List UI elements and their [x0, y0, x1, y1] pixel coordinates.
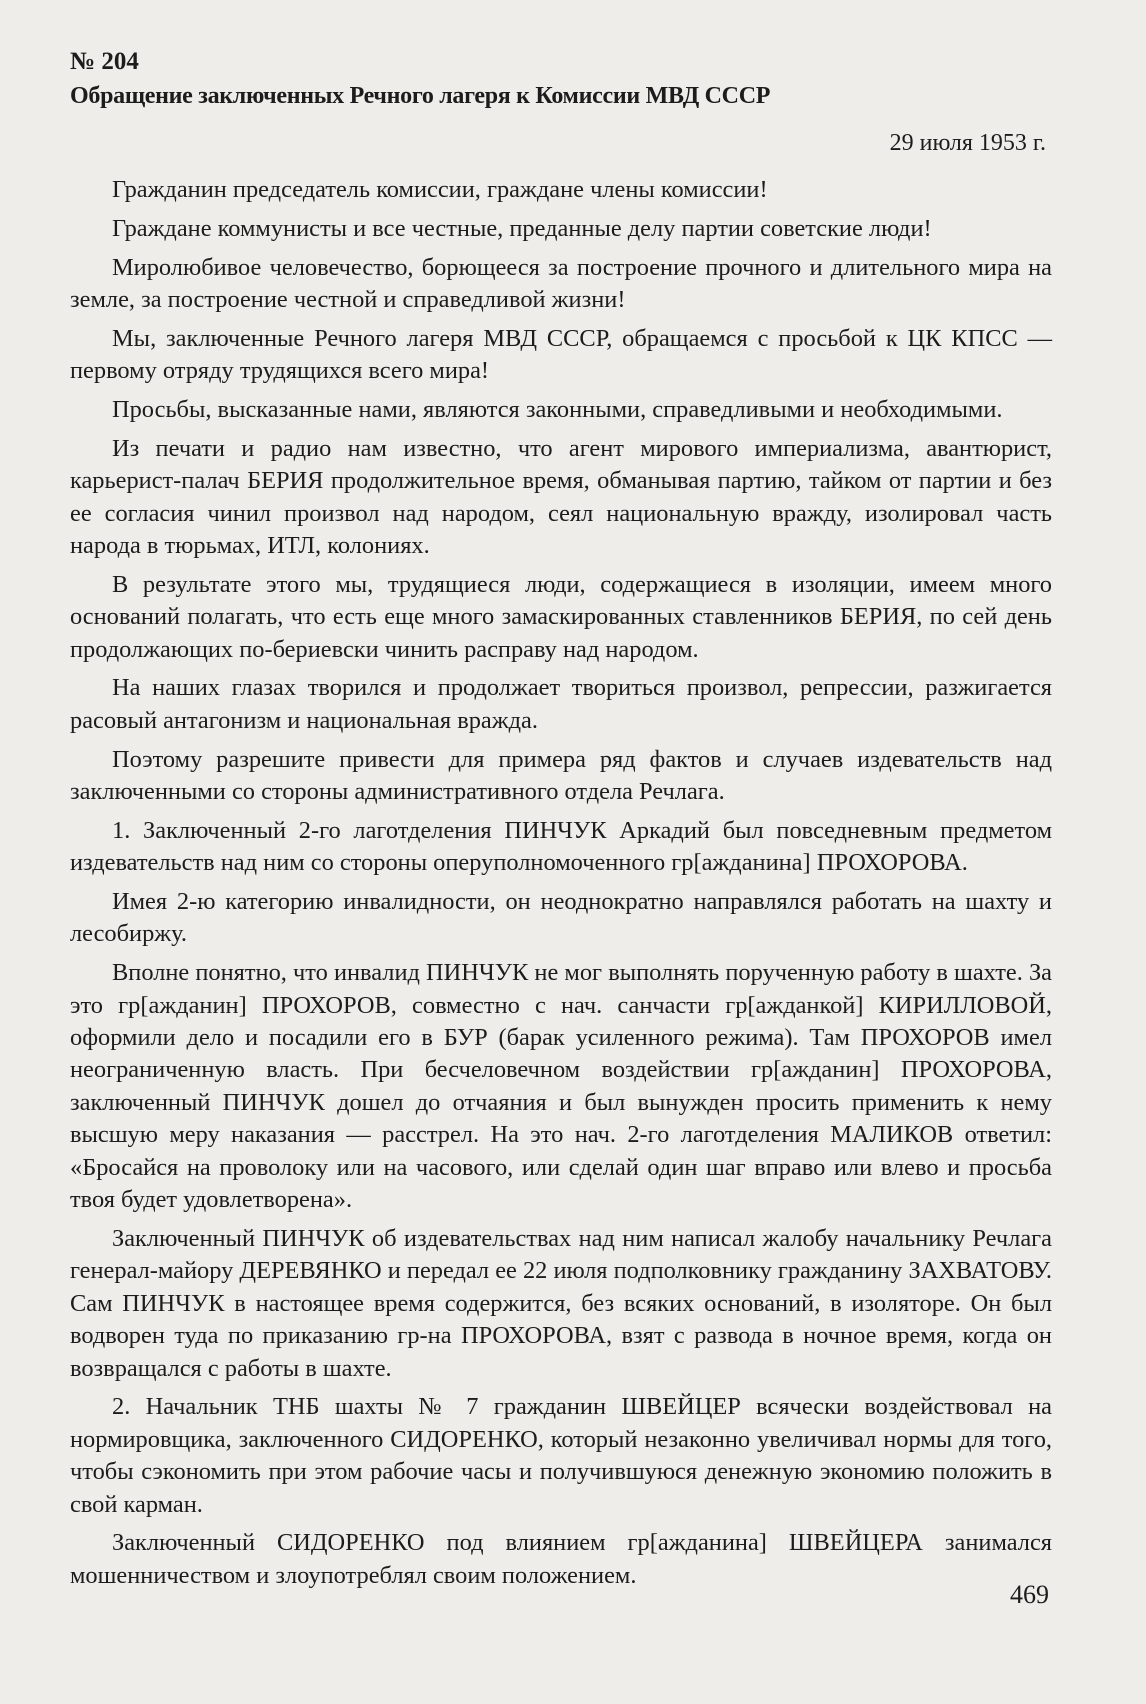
paragraph: Поэтому разрешите привести для примера ряд фактов и случаев издевательств над заключенными со стороны административного отдела Речлага.	[70, 745, 1052, 806]
page-number: 469	[1010, 1580, 1049, 1609]
paragraph: Гражданин председатель комиссии, граждане члены комиссии!	[112, 176, 768, 203]
paragraph: Имея 2-ю категорию инвалидности, он неоднократно направлялся работать на шахту и лесобиржу.	[70, 888, 1052, 948]
paragraph: Миролюбивое человечество, борющееся за построение прочного и длительного мира на земле, за построение честной и справедливой жизни!	[70, 253, 1052, 313]
paragraph: Мы, заключенные Речного лагеря МВД СССР, обращаемся с просьбой к ЦК КПСС — первому отряду трудящихся всего мира!	[70, 324, 1052, 385]
paragraph: Заключенный ПИНЧУК об издевательствах над ним написал жалобу начальнику Речлага генерал-майору ДЕРЕВЯНКО и передал ее 22 июля подполковнику гражданину ЗАХВАТОВУ. Сам ПИНЧУК в настоящее время содержится, без всяких оснований, в изоляторе. Он был водворен туда по приказанию гр-на ПРОХОРОВА, взят с развода в ночное время, когда он возвращался с работы в шахте.	[70, 1224, 1052, 1382]
paragraph: 1. Заключенный 2-го лаготделения ПИНЧУК Аркадий был повседневным предметом издевательств над ним со стороны оперуполномоченного гр[ажданина] ПРОХОРОВА.	[70, 816, 1052, 877]
paragraph: Из печати и радио нам известно, что агент мирового империализма, авантюрист, карьерист-палач БЕРИЯ продолжительное время, обманывая партию, тайком от партии и без ее согласия чинил произвол над народом, сеял национальную вражду, изолировал часть народа в тюрьмах, ИТЛ, колониях.	[70, 434, 1052, 560]
paragraph: На наших глазах творился и продолжает твориться произвол, репрессии, разжигается расовый антагонизм и национальная вражда.	[70, 674, 1052, 734]
paragraph: Вполне понятно, что инвалид ПИНЧУК не мог выполнять порученную работу в шахте. За это гр[ажданин] ПРОХОРОВ, совместно с нач. санчасти гр[ажданкой] КИРИЛЛОВОЙ, оформили дело и посадили его в БУР (барак усиленного режима). Там ПРОХОРОВ имел неограниченную власть. При бесчеловечном воздействии гр[ажданин] ПРОХОРОВА, заключенный ПИНЧУК дошел до отчаяния и был вынужден просить применить к нему высшую меру наказания — расстрел. На это нач. 2-го лаготделения МАЛИКОВ ответил: «Бросайся на проволоку или на часового, или сделай один шаг вправо или влево и просьба твоя будет удовлетворена».	[70, 959, 1052, 1214]
paragraph: Граждане коммунисты и все честные, преданные делу партии советские люди!	[112, 214, 932, 242]
document-body	[70, 174, 1052, 1599]
paragraph: В результате этого мы, трудящиеся люди, содержащиеся в изоляции, имеем много оснований полагать, что есть еще много замаскированных ставленников БЕРИЯ, по сей день продолжающих по-бериевски чинить расправу над народом.	[70, 570, 1052, 663]
document-title: Обращение заключенных Речного лагеря к Комиссии МВД СССР	[70, 83, 771, 109]
document-number: № 204	[70, 48, 139, 75]
document-date: 29 июля 1953 г.	[889, 130, 1046, 156]
paragraph: Просьбы, высказанные нами, являются законными, справедливыми и необходимыми.	[112, 396, 1003, 423]
paragraph: Заключенный СИДОРЕНКО под влиянием гр[ажданина] ШВЕЙЦЕРА занимался мошенничеством и злоупотреблял своим положением.	[70, 1529, 1052, 1589]
paragraph: 2. Начальник ТНБ шахты № 7 гражданин ШВЕЙЦЕР всячески воздействовал на нормировщика, заключенного СИДОРЕНКО, который незаконно увеличивал нормы для того, чтобы сэкономить при этом рабочие часы и получившуюся денежную экономию положить в свой карман.	[70, 1393, 1052, 1518]
